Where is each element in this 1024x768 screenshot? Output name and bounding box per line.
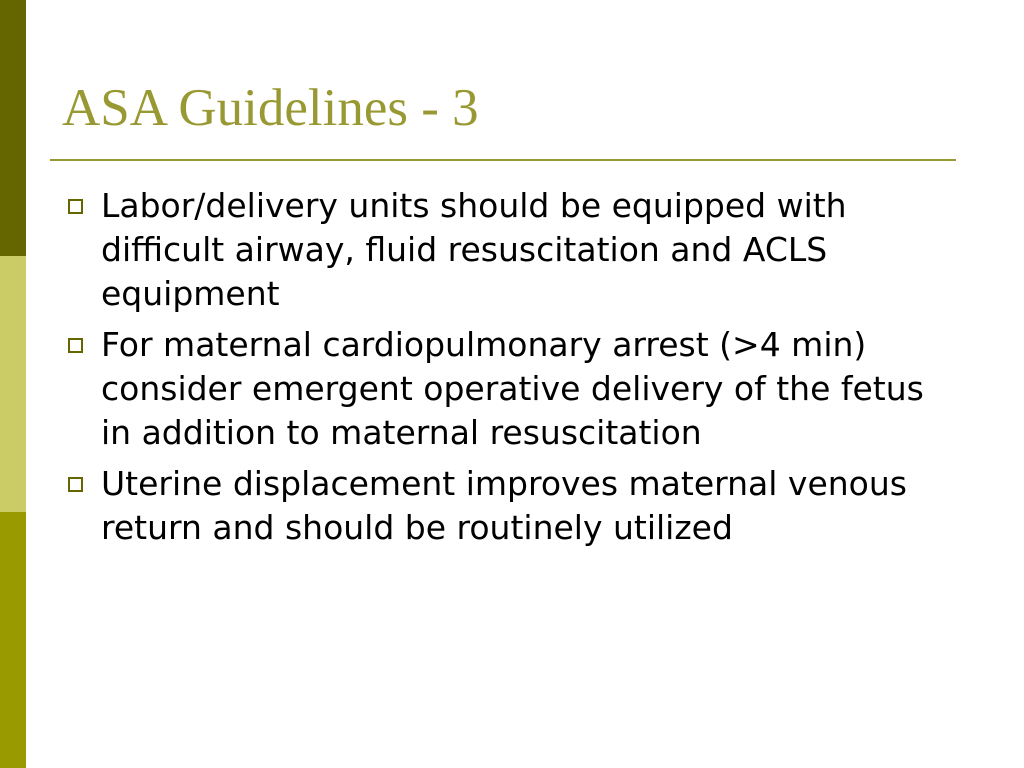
title-divider bbox=[50, 159, 956, 161]
bullet-text: For maternal cardiopulmonary arrest (>4 min) consider emergent operative delivery of the fetus in addition to maternal resuscitation bbox=[101, 325, 924, 452]
bullet-item bbox=[64, 462, 964, 550]
bullet-item bbox=[64, 184, 964, 316]
sidebar-segment-middle bbox=[0, 256, 26, 512]
slide-title: ASA Guidelines - 3 bbox=[62, 79, 479, 137]
sidebar-accent bbox=[0, 0, 26, 768]
bullet-list bbox=[64, 184, 964, 557]
bullet-text: Labor/delivery units should be equipped with difficult airway, fluid resuscitation and ACLS equipment bbox=[101, 186, 847, 313]
sidebar-segment-bottom bbox=[0, 512, 26, 768]
square-bullet-icon bbox=[68, 199, 83, 214]
sidebar-segment-top bbox=[0, 0, 26, 256]
square-bullet-icon bbox=[68, 338, 83, 353]
bullet-text: Uterine displacement improves maternal venous return and should be routinely utilized bbox=[101, 464, 907, 547]
bullet-item bbox=[64, 323, 964, 455]
square-bullet-icon bbox=[68, 477, 83, 492]
